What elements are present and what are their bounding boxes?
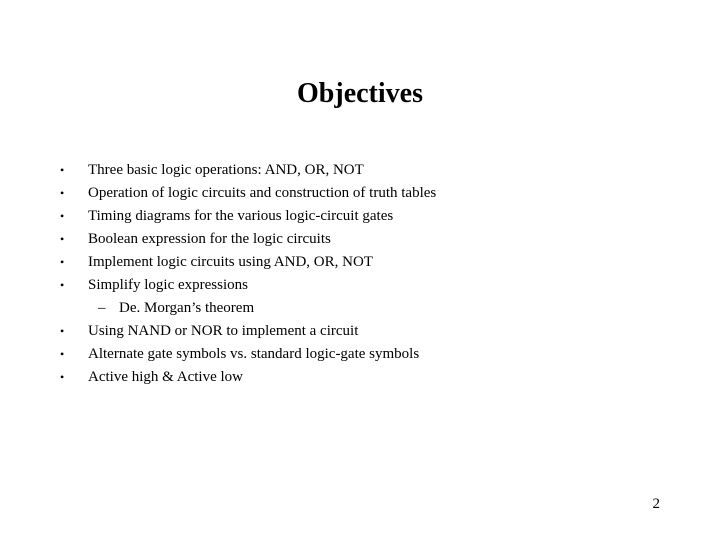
list-item-text: Timing diagrams for the various logic-circuit gates [88, 208, 394, 224]
list-item-text: Simplify logic expressions [88, 277, 248, 293]
list-item-text: Active high & Active low [88, 369, 243, 385]
bullet-icon: • [60, 232, 65, 246]
slide-title: Objectives [297, 78, 423, 109]
list-item-text: Alternate gate symbols vs. standard logic-gate symbols [88, 346, 420, 362]
list-item [0, 274, 700, 297]
sub-list-item-text: De. Morgan’s theorem [119, 300, 255, 316]
sub-list-item [0, 297, 700, 320]
bullet-icon: • [60, 370, 65, 384]
bullet-icon: • [60, 255, 65, 269]
bullet-icon: • [60, 347, 65, 361]
list-item-text: Implement logic circuits using AND, OR, NOT [88, 254, 373, 270]
page-number: 2 [652, 496, 660, 512]
list-item [0, 366, 700, 389]
bullet-icon: • [60, 278, 65, 292]
bullet-icon: • [60, 209, 65, 223]
list-item-text: Using NAND or NOR to implement a circuit [88, 323, 359, 339]
dash-icon: – [98, 300, 106, 316]
list-item [0, 159, 700, 182]
list-item [0, 228, 700, 251]
list-item-text: Operation of logic circuits and construction of truth tables [88, 185, 437, 201]
list-item [0, 205, 700, 228]
list-item [0, 343, 700, 366]
objectives-list [0, 159, 700, 389]
list-item [0, 182, 700, 205]
bullet-icon: • [60, 324, 65, 338]
list-item [0, 320, 700, 343]
list-item-text: Boolean expression for the logic circuits [88, 231, 331, 247]
bullet-icon: • [60, 163, 65, 177]
list-item [0, 251, 700, 274]
bullet-icon: • [60, 186, 65, 200]
list-item-text: Three basic logic operations: AND, OR, NOT [88, 162, 364, 178]
